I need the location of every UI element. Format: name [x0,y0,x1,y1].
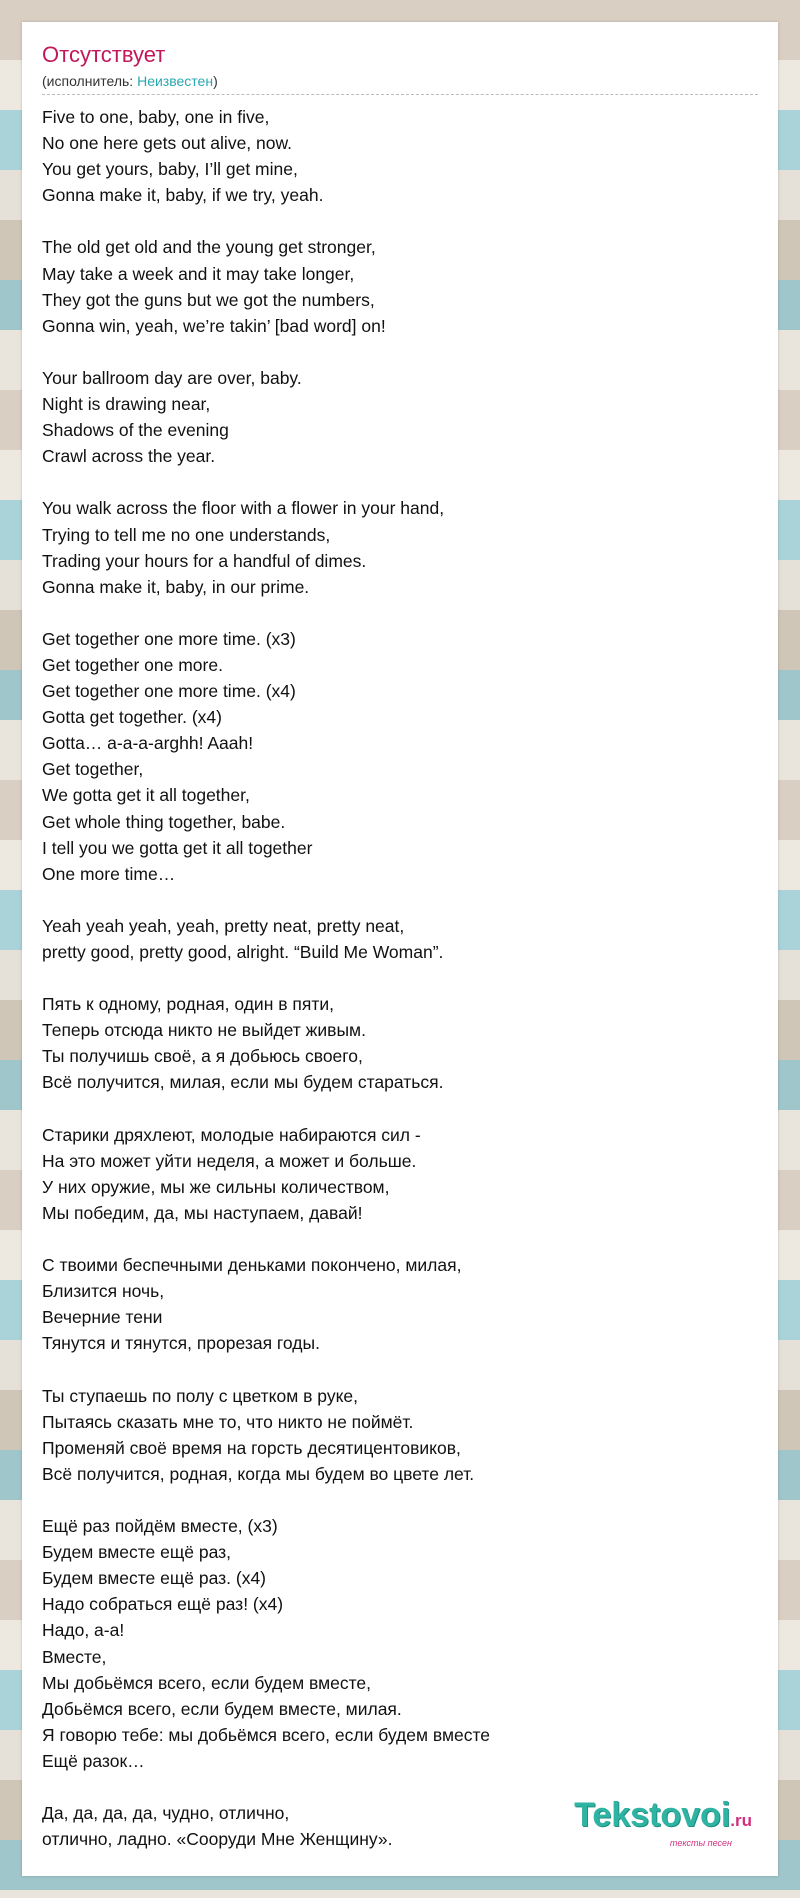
artist-link[interactable]: Неизвестен [137,73,214,89]
lyric-line: Gotta get together. (x4) [42,707,222,728]
lyric-line: Старики дряхлеют, молодые набираются сил - [42,1124,421,1145]
artist-line [42,73,218,89]
lyric-line: Вместе, [42,1646,107,1667]
lyrics-card [22,22,778,1876]
lyric-line: Five to one, baby, one in five, [42,107,270,127]
stanza-gap [42,965,758,991]
lyric-line: Близится ночь, [42,1281,165,1302]
logo-wordmark [574,1798,752,1838]
lyric-line: Gonna make it, baby, in our prime. [42,576,310,597]
lyric-line: Shadows of the evening [42,420,229,441]
lyric-line: Get together one more time. (x3) [42,628,296,649]
lyric-line: Да, да, да, да, чудно, отлично, [42,1803,290,1824]
stanza-gap [42,339,758,365]
stanza-gap [42,1226,758,1252]
lyric-line: Gonna make it, baby, if we try, yeah. [42,185,324,206]
lyric-line: Будем вместе ещё раз. (x4) [42,1568,267,1589]
lyric-line: The old get old and the young get stronger, [42,237,376,258]
lyric-line: One more time… [42,863,176,884]
lyric-line: Надо, а-а! [42,1620,125,1641]
logo-tld: .ru [730,1811,752,1830]
lyric-line: Ты ступаешь по полу с цветком в руке, [42,1385,359,1406]
lyric-line: Your ballroom day are over, baby. [42,367,302,388]
lyric-line: Ты получишь своё, а я добьюсь своего, [42,1046,363,1067]
lyric-line: No one here gets out alive, now. [42,133,293,154]
site-logo[interactable] [574,1798,752,1848]
lyric-line: Променяй своё время на горсть десятицентовиков, [42,1437,461,1458]
lyric-line: Теперь отсюда никто не выйдет живым. [42,1020,366,1041]
lyric-line: Get together one more. [42,654,223,675]
artist-suffix: ) [213,73,218,89]
lyric-line: You walk across the floor with a flower in your hand, [42,498,445,519]
lyric-line: Надо собраться ещё раз! (x4) [42,1594,284,1615]
artist-prefix: (исполнитель: [42,73,138,89]
song-title: Отсутствует [42,42,166,67]
lyric-line: Night is drawing near, [42,394,211,415]
lyrics-body [42,104,758,1852]
lyric-line: Trading your hours for a handful of dimes. [42,550,367,571]
lyric-line: Get together, [42,759,144,780]
stanza-gap [42,887,758,913]
lyric-line: Get together one more time. (x4) [42,681,296,702]
lyric-line: Ещё раз пойдём вместе, (x3) [42,1516,278,1537]
stanza-gap [42,208,758,234]
lyric-line: Всё получится, родная, когда мы будем во цвете лет. [42,1463,475,1484]
stanza-gap [42,469,758,495]
lyric-line: Get whole thing together, babe. [42,811,286,832]
lyric-line: Добьёмся всего, если будем вместе, милая. [42,1698,402,1719]
lyric-line: You get yours, baby, I’ll get mine, [42,159,298,180]
lyric-line: Всё получится, милая, если мы будем стараться. [42,1072,444,1093]
lyric-line: Пять к одному, родная, один в пяти, [42,994,334,1015]
lyric-line: Trying to tell me no one understands, [42,524,331,545]
lyric-line: May take a week and it may take longer, [42,263,355,284]
stanza-gap [42,600,758,626]
lyric-line: Мы победим, да, мы наступаем, давай! [42,1202,363,1223]
logo-tagline: тексты песен [669,1838,732,1848]
lyric-line: Вечерние тени [42,1307,163,1328]
lyric-line: pretty good, pretty good, alright. “Build Me Woman”. [42,942,444,962]
lyric-line: Мы добьёмся всего, если будем вместе, [42,1672,371,1693]
lyric-line: Будем вместе ещё раз, [42,1542,232,1563]
lyric-line: Тянутся и тянутся, прорезая годы. [42,1333,320,1354]
lyric-line: Gonna win, yeah, we’re takin’ [bad word] on! [42,315,386,336]
stanza-gap [42,1096,758,1122]
stanza-gap [42,1487,758,1513]
lyric-line: Я говорю тебе: мы добьёмся всего, если будем вместе [42,1724,491,1745]
lyric-line: На это может уйти неделя, а может и больше. [42,1150,417,1171]
lyric-line: Ещё разок… [42,1750,145,1771]
lyric-line: Yeah yeah yeah, yeah, pretty neat, pretty neat, [42,915,405,936]
divider [42,94,758,95]
lyric-line: Crawl across the year. [42,446,216,467]
lyric-line: They got the guns but we got the numbers, [42,289,375,310]
stanza-gap [42,1357,758,1383]
lyric-line: Пытаясь сказать мне то, что никто не поймёт. [42,1411,414,1432]
lyric-line: I tell you we gotta get it all together [42,837,313,858]
lyric-line: We gotta get it all together, [42,785,250,806]
lyric-line: У них оружие, мы же сильны количеством, [42,1176,390,1197]
lyric-line: отлично, ладно. «Сооруди Мне Женщину». [42,1829,393,1850]
lyric-line: Gotta… a-a-a-arghh! Aaah! [42,733,254,754]
logo-main-text: Tekstovoi [574,1796,731,1834]
lyric-line: С твоими беспечными деньками покончено, милая, [42,1255,462,1276]
